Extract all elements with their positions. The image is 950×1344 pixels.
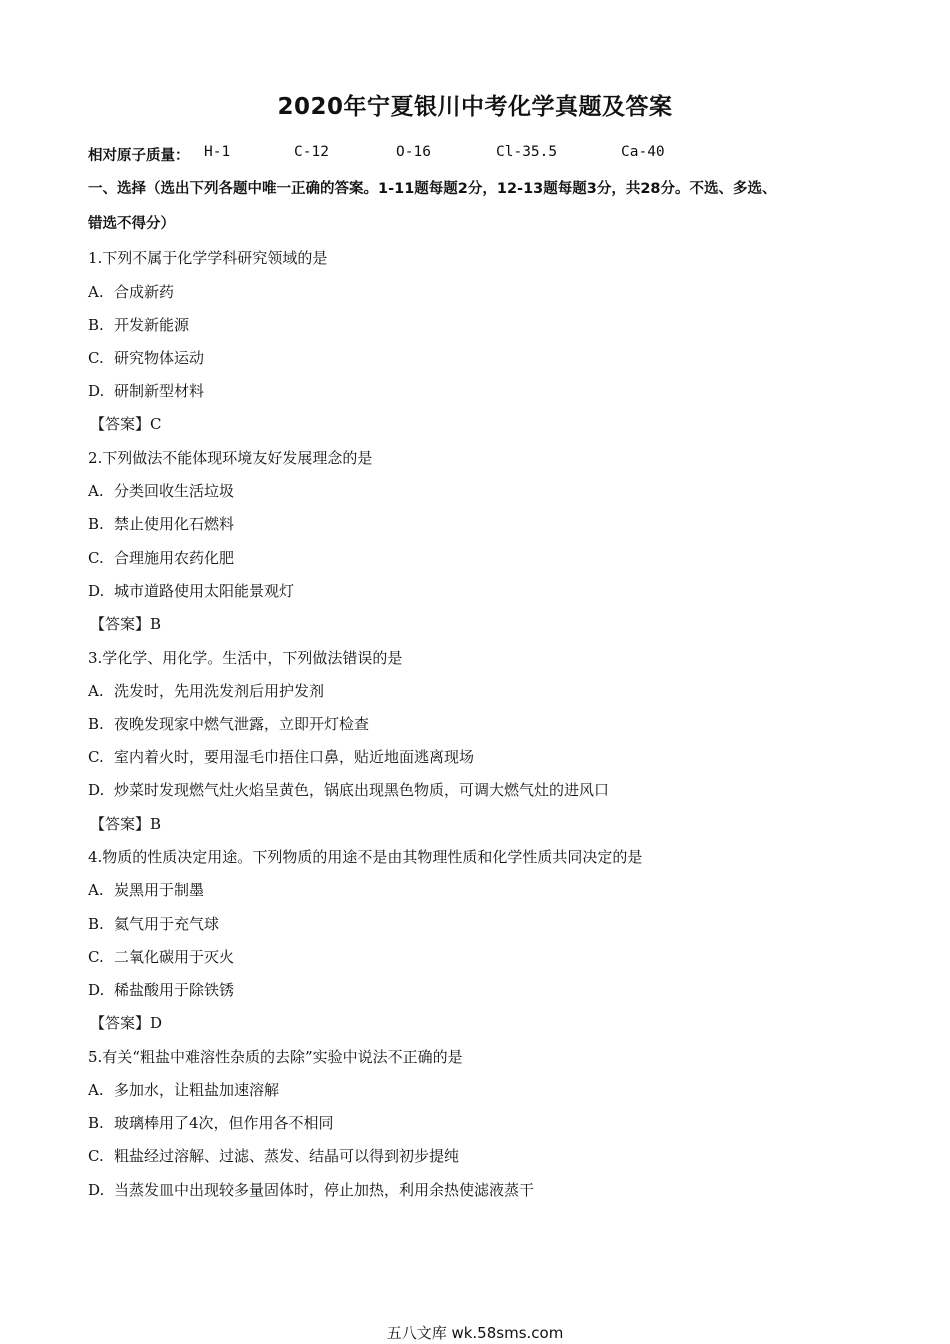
option-c <box>88 1145 459 1166</box>
option-a <box>88 480 234 501</box>
option-letter: C. <box>88 948 104 966</box>
answer-line: 【答案】D <box>90 1014 163 1032</box>
atomic-mass-label: 相对原子质量： <box>88 148 190 164</box>
option-c <box>88 746 474 767</box>
option-d <box>88 1179 534 1200</box>
question-stem: 1.下列不属于化学学科研究领域的是 <box>88 249 328 267</box>
option-a <box>88 680 324 701</box>
section-heading-cont: 错选不得分） <box>88 216 175 232</box>
option-letter: D. <box>88 1181 105 1199</box>
option-letter: B. <box>88 515 104 533</box>
option-text: 洗发时，先用洗发剂后用护发剂 <box>114 682 325 700</box>
option-d <box>88 380 204 401</box>
option-text: 合理施用农药化肥 <box>114 549 235 567</box>
option-letter: D. <box>88 582 105 600</box>
option-letter: A. <box>88 1081 104 1099</box>
atomic-mass-item: C-12 <box>294 144 329 160</box>
option-d <box>88 979 234 1000</box>
option-d <box>88 779 609 800</box>
option-text: 炭黑用于制墨 <box>114 881 205 899</box>
option-text: 炒菜时发现燃气灶火焰呈黄色，锅底出现黑色物质，可调大燃气灶的进风口 <box>114 781 610 799</box>
atomic-mass-item: Ca-40 <box>621 144 665 160</box>
option-text: 研究物体运动 <box>114 349 205 367</box>
option-text: 城市道路使用太阳能景观灯 <box>114 582 295 600</box>
option-d <box>88 580 294 601</box>
question-stem: 5.有关“粗盐中难溶性杂质的去除”实验中说法不正确的是 <box>88 1048 463 1066</box>
answer-line: 【答案】B <box>90 615 162 633</box>
question-stem: 3.学化学、用化学。生活中，下列做法错误的是 <box>88 649 403 667</box>
option-letter: B. <box>88 715 104 733</box>
atomic-mass-item: Cl-35.5 <box>496 144 558 160</box>
option-text: 稀盐酸用于除铁锈 <box>114 981 235 999</box>
option-letter: A. <box>88 283 104 301</box>
answer-line: 【答案】C <box>90 415 162 433</box>
option-letter: D. <box>88 981 105 999</box>
option-c <box>88 946 234 967</box>
page-title: 2020年宁夏银川中考化学真题及答案 <box>277 94 673 120</box>
option-a <box>88 1079 279 1100</box>
option-letter: C. <box>88 1147 104 1165</box>
footer-watermark[interactable]: 五八文库 wk.58sms.com <box>386 1324 564 1342</box>
option-letter: B. <box>88 915 104 933</box>
option-b <box>88 513 234 534</box>
option-letter: B. <box>88 316 104 334</box>
option-letter: A. <box>88 482 104 500</box>
option-text: 合成新药 <box>114 283 175 301</box>
option-letter: C. <box>88 549 104 567</box>
option-text: 夜晚发现家中燃气泄露，立即开灯检查 <box>114 715 370 733</box>
option-text: 当蒸发皿中出现较多量固体时，停止加热，利用余热使滤液蒸干 <box>114 1181 535 1199</box>
option-text: 禁止使用化石燃料 <box>114 515 235 533</box>
option-letter: D. <box>88 781 105 799</box>
option-a <box>88 879 204 900</box>
option-text: 开发新能源 <box>114 316 190 334</box>
option-b <box>88 913 219 934</box>
atomic-mass-item: H-1 <box>204 144 231 160</box>
option-text: 分类回收生活垃圾 <box>114 482 235 500</box>
option-text: 室内着火时，要用湿毛巾捂住口鼻，贴近地面逃离现场 <box>114 748 475 766</box>
option-letter: D. <box>88 382 105 400</box>
option-a <box>88 281 174 302</box>
option-letter: B. <box>88 1114 104 1132</box>
section-heading: 一、选择（选出下列各题中唯一正确的答案。1-11题每题2分，12-13题每题3分，共28分。不选、多选、 <box>88 181 777 197</box>
answer-line: 【答案】B <box>90 815 162 833</box>
option-text: 多加水，让粗盐加速溶解 <box>114 1081 280 1099</box>
option-b <box>88 1112 334 1133</box>
option-letter: C. <box>88 349 104 367</box>
question-stem: 4.物质的性质决定用途。下列物质的用途不是由其物理性质和化学性质共同决定的是 <box>88 848 643 866</box>
option-text: 粗盐经过溶解、过滤、蒸发、结晶可以得到初步提纯 <box>114 1147 460 1165</box>
option-b <box>88 314 189 335</box>
option-text: 氦气用于充气球 <box>114 915 220 933</box>
option-letter: C. <box>88 748 104 766</box>
option-text: 玻璃棒用了4次，但作用各不相同 <box>114 1114 334 1132</box>
option-letter: A. <box>88 881 104 899</box>
question-stem: 2.下列做法不能体现环境友好发展理念的是 <box>88 449 373 467</box>
option-b <box>88 713 369 734</box>
option-c <box>88 547 234 568</box>
option-text: 二氧化碳用于灭火 <box>114 948 235 966</box>
option-letter: A. <box>88 682 104 700</box>
option-text: 研制新型材料 <box>114 382 205 400</box>
atomic-mass-item: O-16 <box>396 144 431 160</box>
option-c <box>88 347 204 368</box>
